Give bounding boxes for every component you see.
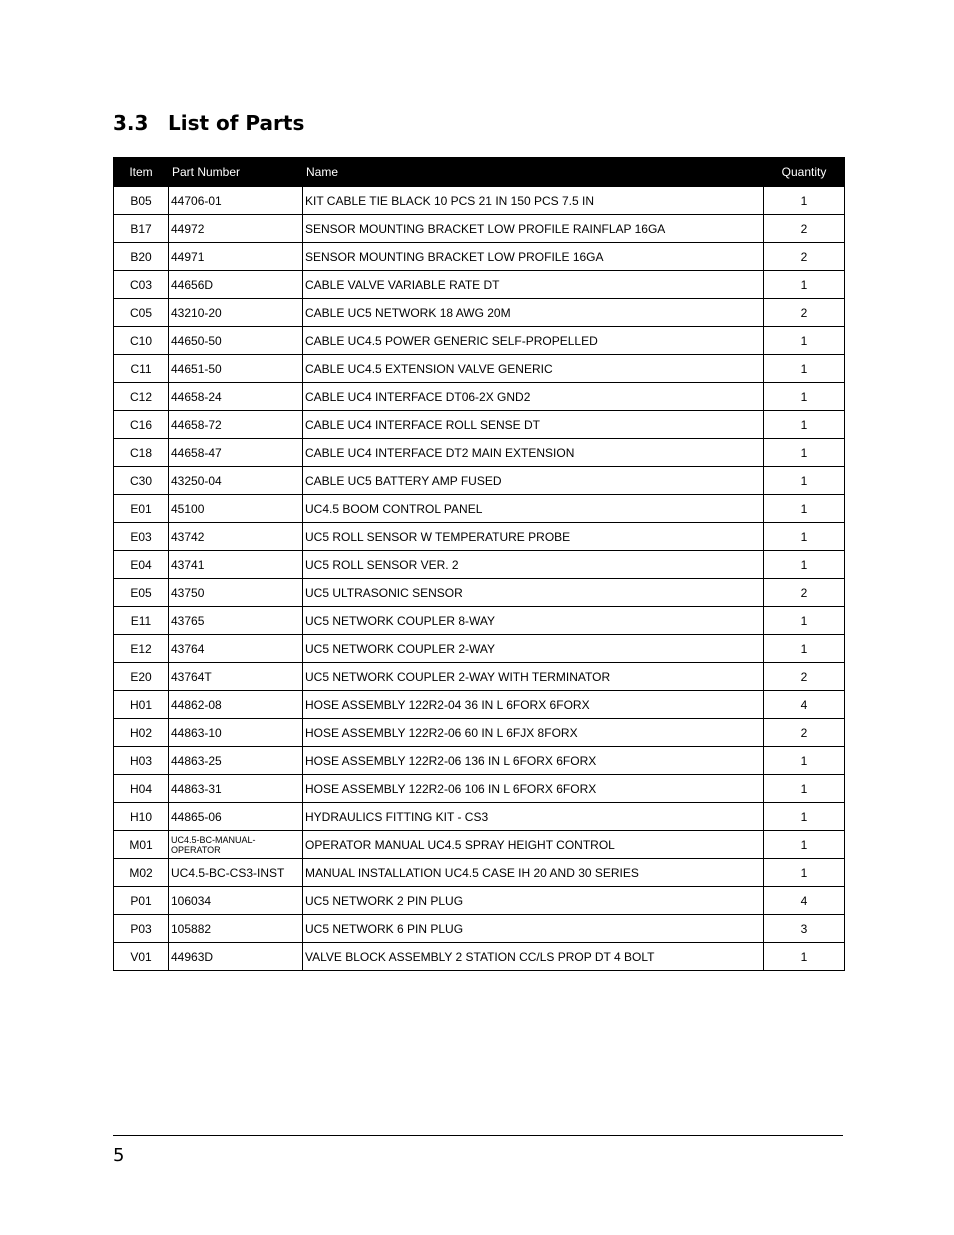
cell-name: HYDRAULICS FITTING KIT - CS3 — [303, 803, 764, 831]
cell-part-number: UC4.5-BC-MANUAL-OPERATOR — [169, 831, 303, 859]
cell-item: M02 — [114, 859, 169, 887]
table-row — [114, 271, 845, 299]
cell-name: CABLE UC5 NETWORK 18 AWG 20M — [303, 299, 764, 327]
column-header-item: Item — [114, 158, 169, 187]
cell-part-number: 44963D — [169, 943, 303, 971]
cell-quantity: 1 — [764, 439, 845, 467]
cell-quantity: 1 — [764, 551, 845, 579]
cell-name: HOSE ASSEMBLY 122R2-06 60 IN L 6FJX 8FORX — [303, 719, 764, 747]
cell-name: SENSOR MOUNTING BRACKET LOW PROFILE 16GA — [303, 243, 764, 271]
section-number: 3.3 — [113, 111, 149, 135]
cell-quantity: 1 — [764, 495, 845, 523]
cell-name: HOSE ASSEMBLY 122R2-06 136 IN L 6FORX 6FORX — [303, 747, 764, 775]
table-header-row — [114, 158, 845, 187]
cell-name: KIT CABLE TIE BLACK 10 PCS 21 IN 150 PCS 7.5 IN — [303, 187, 764, 215]
column-header-part-number: Part Number — [169, 158, 303, 187]
column-header-quantity: Quantity — [764, 158, 845, 187]
cell-quantity: 1 — [764, 355, 845, 383]
cell-part-number: 44658-24 — [169, 383, 303, 411]
cell-quantity: 1 — [764, 775, 845, 803]
cell-item: B05 — [114, 187, 169, 215]
cell-quantity: 1 — [764, 859, 845, 887]
cell-item: C12 — [114, 383, 169, 411]
table-row — [114, 495, 845, 523]
table-row — [114, 887, 845, 915]
cell-name: CABLE VALVE VARIABLE RATE DT — [303, 271, 764, 299]
cell-part-number: 43742 — [169, 523, 303, 551]
cell-name: UC5 NETWORK 6 PIN PLUG — [303, 915, 764, 943]
cell-name: UC4.5 BOOM CONTROL PANEL — [303, 495, 764, 523]
cell-item: E05 — [114, 579, 169, 607]
cell-part-number: 44972 — [169, 215, 303, 243]
cell-part-number: 44863-25 — [169, 747, 303, 775]
cell-part-number: 44706-01 — [169, 187, 303, 215]
cell-quantity: 2 — [764, 663, 845, 691]
table-row — [114, 663, 845, 691]
cell-name: UC5 NETWORK COUPLER 2-WAY WITH TERMINATOR — [303, 663, 764, 691]
cell-part-number: 44658-47 — [169, 439, 303, 467]
cell-item: C10 — [114, 327, 169, 355]
cell-part-number: 44656D — [169, 271, 303, 299]
cell-quantity: 1 — [764, 635, 845, 663]
cell-name: OPERATOR MANUAL UC4.5 SPRAY HEIGHT CONTROL — [303, 831, 764, 859]
cell-part-number: UC4.5-BC-CS3-INST — [169, 859, 303, 887]
cell-quantity: 2 — [764, 579, 845, 607]
cell-quantity: 1 — [764, 383, 845, 411]
table-row — [114, 579, 845, 607]
table-row — [114, 859, 845, 887]
cell-part-number: 43210-20 — [169, 299, 303, 327]
cell-item: C05 — [114, 299, 169, 327]
cell-part-number: 105882 — [169, 915, 303, 943]
cell-item: E04 — [114, 551, 169, 579]
table-row — [114, 803, 845, 831]
cell-name: UC5 ROLL SENSOR VER. 2 — [303, 551, 764, 579]
table-row — [114, 383, 845, 411]
table-row — [114, 943, 845, 971]
cell-item: V01 — [114, 943, 169, 971]
cell-item: H03 — [114, 747, 169, 775]
table-row — [114, 215, 845, 243]
table-row — [114, 607, 845, 635]
cell-name: UC5 NETWORK COUPLER 8-WAY — [303, 607, 764, 635]
cell-quantity: 3 — [764, 915, 845, 943]
cell-quantity: 1 — [764, 271, 845, 299]
table-row — [114, 411, 845, 439]
section-heading — [113, 108, 304, 138]
cell-name: CABLE UC4 INTERFACE DT2 MAIN EXTENSION — [303, 439, 764, 467]
table-row — [114, 691, 845, 719]
cell-part-number: 43750 — [169, 579, 303, 607]
table-row — [114, 243, 845, 271]
cell-item: B20 — [114, 243, 169, 271]
cell-quantity: 1 — [764, 803, 845, 831]
column-header-name: Name — [303, 158, 764, 187]
cell-name: CABLE UC4.5 EXTENSION VALVE GENERIC — [303, 355, 764, 383]
cell-quantity: 4 — [764, 887, 845, 915]
cell-name: HOSE ASSEMBLY 122R2-06 106 IN L 6FORX 6FORX — [303, 775, 764, 803]
cell-part-number: 43741 — [169, 551, 303, 579]
cell-part-number: 43765 — [169, 607, 303, 635]
cell-item: M01 — [114, 831, 169, 859]
cell-name: MANUAL INSTALLATION UC4.5 CASE IH 20 AND 30 SERIES — [303, 859, 764, 887]
cell-item: C16 — [114, 411, 169, 439]
cell-name: SENSOR MOUNTING BRACKET LOW PROFILE RAINFLAP 16GA — [303, 215, 764, 243]
cell-part-number: 44863-31 — [169, 775, 303, 803]
cell-name: VALVE BLOCK ASSEMBLY 2 STATION CC/LS PROP DT 4 BOLT — [303, 943, 764, 971]
cell-quantity: 1 — [764, 523, 845, 551]
cell-name: CABLE UC5 BATTERY AMP FUSED — [303, 467, 764, 495]
cell-quantity: 1 — [764, 831, 845, 859]
cell-item: H01 — [114, 691, 169, 719]
table-row — [114, 831, 845, 859]
table-row — [114, 467, 845, 495]
parts-table-body — [114, 187, 845, 971]
table-row — [114, 355, 845, 383]
cell-item: C03 — [114, 271, 169, 299]
cell-name: HOSE ASSEMBLY 122R2-04 36 IN L 6FORX 6FORX — [303, 691, 764, 719]
cell-name: UC5 NETWORK COUPLER 2-WAY — [303, 635, 764, 663]
parts-table — [113, 157, 845, 971]
cell-quantity: 2 — [764, 243, 845, 271]
cell-item: C11 — [114, 355, 169, 383]
cell-item: E20 — [114, 663, 169, 691]
table-row — [114, 775, 845, 803]
cell-quantity: 1 — [764, 467, 845, 495]
cell-item: P01 — [114, 887, 169, 915]
cell-name: UC5 ROLL SENSOR W TEMPERATURE PROBE — [303, 523, 764, 551]
table-row — [114, 439, 845, 467]
cell-item: E11 — [114, 607, 169, 635]
cell-part-number: 44971 — [169, 243, 303, 271]
cell-part-number: 106034 — [169, 887, 303, 915]
cell-quantity: 1 — [764, 607, 845, 635]
cell-item: C18 — [114, 439, 169, 467]
cell-quantity: 1 — [764, 943, 845, 971]
cell-quantity: 2 — [764, 719, 845, 747]
cell-name: CABLE UC4.5 POWER GENERIC SELF-PROPELLED — [303, 327, 764, 355]
cell-quantity: 1 — [764, 411, 845, 439]
footer-divider — [113, 1135, 843, 1136]
cell-part-number: 44863-10 — [169, 719, 303, 747]
table-row — [114, 299, 845, 327]
cell-item: H10 — [114, 803, 169, 831]
cell-name: CABLE UC4 INTERFACE DT06-2X GND2 — [303, 383, 764, 411]
cell-part-number: 44651-50 — [169, 355, 303, 383]
cell-part-number: 43764T — [169, 663, 303, 691]
cell-quantity: 2 — [764, 299, 845, 327]
cell-part-number: 44862-08 — [169, 691, 303, 719]
cell-item: E12 — [114, 635, 169, 663]
cell-item: C30 — [114, 467, 169, 495]
cell-part-number: 44658-72 — [169, 411, 303, 439]
table-row — [114, 915, 845, 943]
cell-name: CABLE UC4 INTERFACE ROLL SENSE DT — [303, 411, 764, 439]
cell-name: UC5 NETWORK 2 PIN PLUG — [303, 887, 764, 915]
cell-item: H02 — [114, 719, 169, 747]
cell-part-number: 43764 — [169, 635, 303, 663]
table-row — [114, 747, 845, 775]
cell-item: B17 — [114, 215, 169, 243]
table-row — [114, 719, 845, 747]
table-row — [114, 551, 845, 579]
cell-quantity: 1 — [764, 327, 845, 355]
cell-part-number: 43250-04 — [169, 467, 303, 495]
cell-part-number: 44865-06 — [169, 803, 303, 831]
cell-item: P03 — [114, 915, 169, 943]
table-row — [114, 523, 845, 551]
cell-name: UC5 ULTRASONIC SENSOR — [303, 579, 764, 607]
cell-item: E03 — [114, 523, 169, 551]
table-row — [114, 635, 845, 663]
section-title: List of Parts — [168, 111, 305, 135]
table-row — [114, 327, 845, 355]
page-number: 5 — [113, 1145, 125, 1166]
table-row — [114, 187, 845, 215]
cell-quantity: 1 — [764, 187, 845, 215]
cell-part-number: 45100 — [169, 495, 303, 523]
cell-item: H04 — [114, 775, 169, 803]
cell-quantity: 4 — [764, 691, 845, 719]
cell-quantity: 2 — [764, 215, 845, 243]
cell-quantity: 1 — [764, 747, 845, 775]
cell-item: E01 — [114, 495, 169, 523]
cell-part-number: 44650-50 — [169, 327, 303, 355]
